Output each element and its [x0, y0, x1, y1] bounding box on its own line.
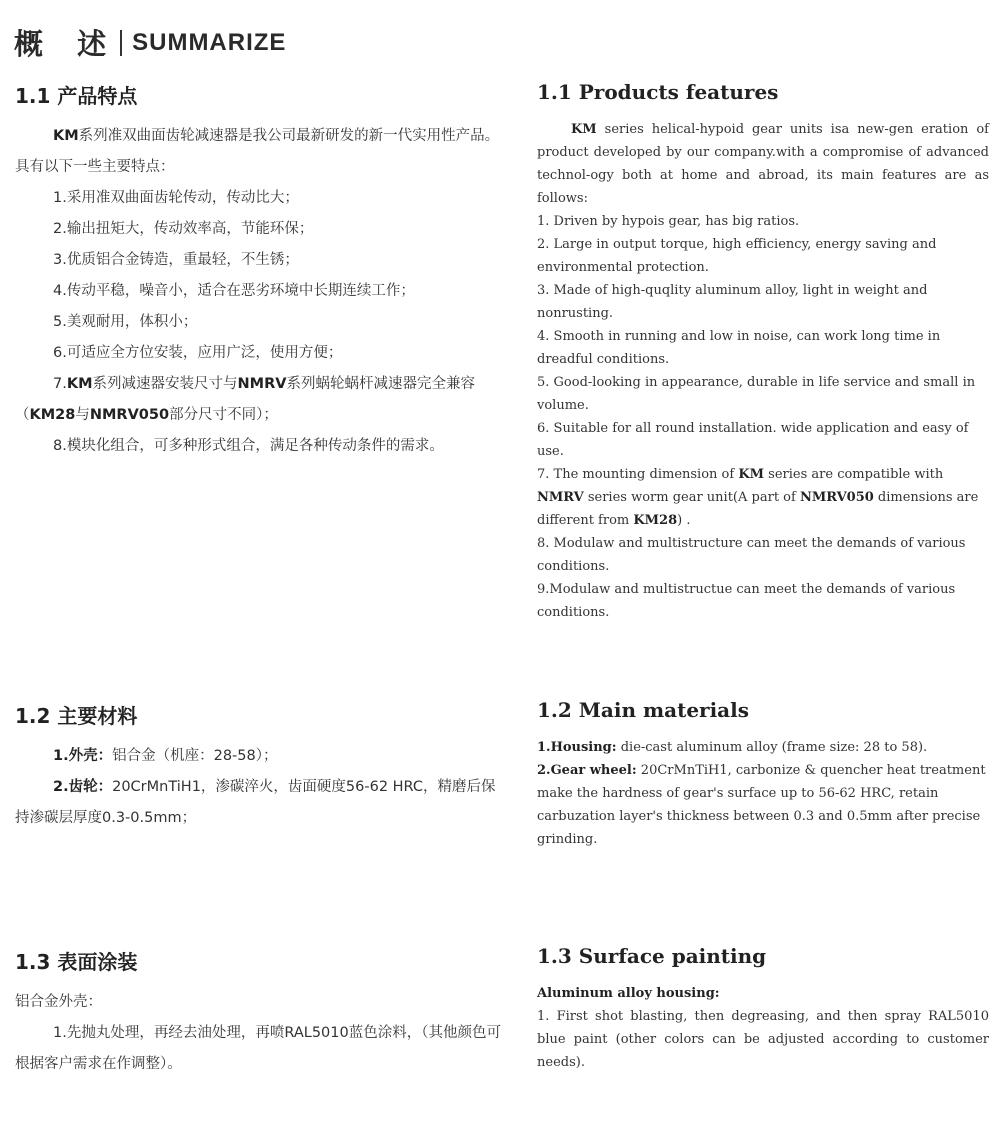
section-1-3-en: [537, 944, 989, 1074]
section-heading: 1.2 Main materials: [537, 698, 749, 722]
feature-item: 8. Modulaw and multistructure can meet the demands of various conditions.: [537, 536, 966, 574]
material-housing: 1.Housing: die-cast aluminum alloy (frame size: 28 to 58).: [537, 740, 928, 755]
feature-item: 2.输出扭矩大，传动效率高，节能环保；: [53, 221, 314, 237]
bold-term: KM: [571, 122, 597, 137]
feature-item: 1.采用准双曲面齿轮传动，传动比大；: [53, 190, 299, 206]
painting-text: 1.先抛丸处理，再经去油处理，再喷RAL5010蓝色涂料，（其他颜色可根据客户需求在作调整）。: [15, 1025, 501, 1072]
section-1-3-zh: [15, 946, 505, 1080]
header-divider: [120, 30, 122, 56]
section-heading: 1.2 主要材料: [15, 704, 138, 728]
section-1-2-en: [537, 698, 989, 851]
feature-item: 6.可适应全方位安装，应用广泛，使用方便；: [53, 345, 343, 361]
section-1-1-zh: [15, 80, 505, 462]
bold-term: KM: [53, 128, 79, 144]
painting-subtitle: 铝合金外壳：: [15, 994, 102, 1010]
header-title-en: SUMMARIZE: [132, 28, 287, 56]
painting-text: 1. First shot blasting, then degreasing, and then spray RAL5010 blue paint (other colors can be adjusted according to customer needs).: [537, 1009, 989, 1070]
section-heading: 1.3 Surface painting: [537, 944, 767, 968]
section-heading: 1.3 表面涂装: [15, 950, 138, 974]
feature-item: 7. The mounting dimension of KM series are compatible with NMRV series worm gear unit(A part of NMRV050 dimensions are different from KM28) .: [537, 467, 979, 528]
section-heading: 1.1 产品特点: [15, 84, 138, 108]
feature-item: 5. Good-looking in appearance, durable in life service and small in volume.: [537, 375, 976, 413]
intro-paragraph: KM系列准双曲面齿轮减速器是我公司最新研发的新一代实用性产品。具有以下一些主要特点：: [15, 128, 500, 175]
feature-item: 4. Smooth in running and low in noise, can work long time in dreadful conditions.: [537, 329, 941, 367]
feature-item: 3.优质铝合金铸造，重最轻，不生锈；: [53, 252, 299, 268]
material-gear: 2.Gear wheel: 20CrMnTiH1, carbonize & quencher heat treatment make the hardness of gear's surface up to 56-62 HRC, retain carbuzation layer's thickness between 0.3 and 0.5mm after precise grinding.: [537, 763, 986, 847]
feature-item: 1. Driven by hypois gear, has big ratios.: [537, 214, 800, 229]
intro-paragraph: KM series helical-hypoid gear units isa new-gen eration of product developed by our company.with a compromise of advanced technol-ogy both at home and abroad, its main features are as follows:: [537, 122, 989, 206]
feature-item: 4.传动平稳，噪音小，适合在恶劣环境中长期连续工作；: [53, 283, 415, 299]
section-1-2-zh: [15, 700, 505, 834]
feature-item: 9.Modulaw and multistructue can meet the demands of various conditions.: [537, 582, 956, 620]
feature-item: 8.模块化组合，可多种形式组合，满足各种传动条件的需求。: [53, 438, 444, 454]
feature-item: 7.KM系列减速器安装尺寸与NMRV系列蜗轮蜗杆减速器完全兼容（KM28与NMRV050部分尺寸不同）；: [15, 376, 475, 423]
material-housing: 1.外壳：铝合金（机座：28-58）；: [53, 748, 278, 764]
feature-item: 3. Made of high-quqlity aluminum alloy, light in weight and nonrusting.: [537, 283, 928, 321]
feature-item: 5.美观耐用，体积小；: [53, 314, 198, 330]
painting-subtitle: Aluminum alloy housing:: [537, 986, 720, 1001]
section-heading: 1.1 Products features: [537, 80, 779, 104]
feature-item: 6. Suitable for all round installation. wide application and easy of use.: [537, 421, 969, 459]
page-header: [14, 22, 286, 63]
section-1-1-en: [537, 80, 989, 624]
material-gear: 2.齿轮：20CrMnTiH1，渗碳淬火，齿面硬度56-62 HRC，精磨后保持渗碳层厚度0.3-0.5mm；: [15, 779, 496, 826]
header-title-zh: 概 述: [14, 27, 119, 61]
feature-item: 2. Large in output torque, high efficiency, energy saving and environmental protection.: [537, 237, 937, 275]
